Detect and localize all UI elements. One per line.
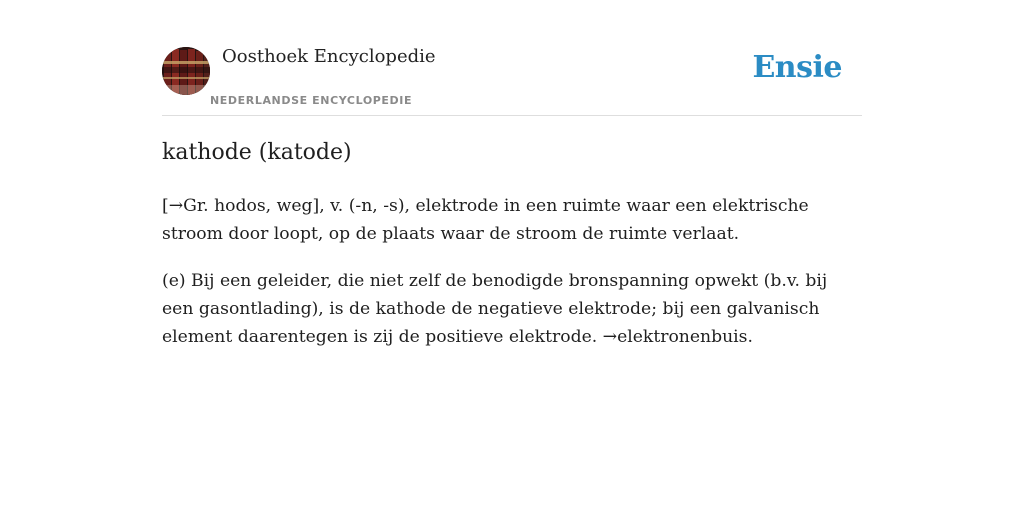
site-subtitle: NEDERLANDSE ENCYCLOPEDIE (210, 94, 413, 107)
entry-paragraph: [→Gr. hodos, weg], v. (-n, -s), elektrode in een ruimte waar een elektrische stroom door loopt, op de plaats waar de stroom de ruimte verlaat. (162, 196, 809, 244)
entry-paragraph: (e) Bij een geleider, die niet zelf de benodigde bronspanning opwekt (b.v. bij een gasontlading), is de kathode de negatieve elektrode; bij een galvanisch element daarentegen is zij de positieve elektrode. →elektronenbuis. (162, 271, 828, 347)
site-title[interactable]: Oosthoek Encyclopedie (222, 46, 436, 67)
site-header (162, 0, 862, 116)
entry-title: kathode (katode) (162, 140, 352, 165)
brand-logo[interactable]: Ensie (752, 50, 842, 85)
entry-body (162, 192, 862, 370)
avatar[interactable] (162, 47, 210, 95)
page (162, 0, 862, 347)
book-spines-icon (162, 47, 210, 95)
